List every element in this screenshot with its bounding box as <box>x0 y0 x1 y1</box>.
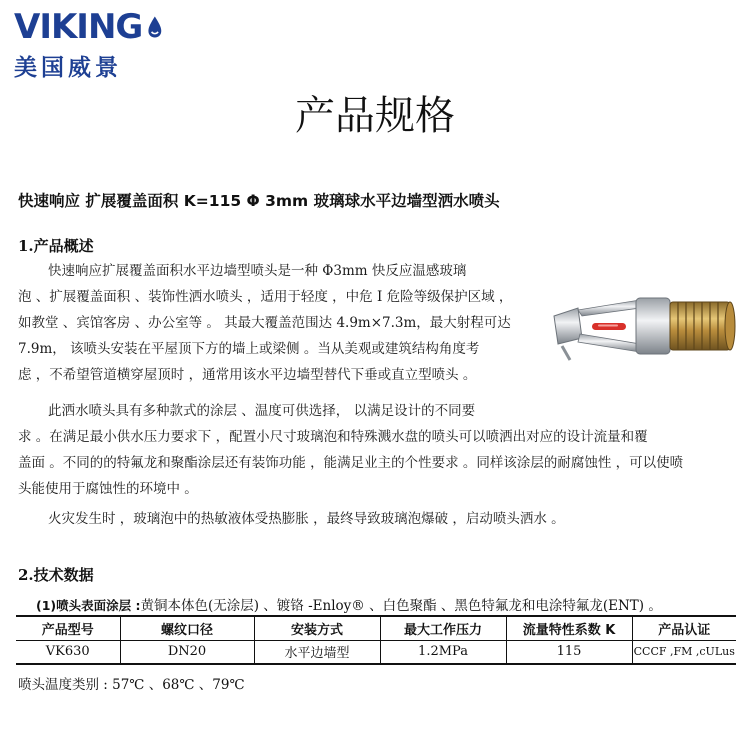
coating-text: 黄铜本体色(无涂层) 、镀铬 -Enloy® 、白色聚酯 、黑色特氟龙和电涂特氟龙(ENT) 。 <box>140 598 662 614</box>
cell-model: VK630 <box>45 644 90 660</box>
col-header-max-pressure: 最大工作压力 <box>380 616 506 640</box>
cell-max-pressure: 1.2MPa <box>380 640 506 664</box>
spec-table <box>16 615 736 665</box>
text-line: 快速响应扩展覆盖面积水平边墙型喷头是一种 Φ3mm 快反应温感玻璃 <box>48 263 467 279</box>
text-line: 虑 ，不希望管道横穿屋顶时 ，通常用该水平边墙型替代下垂或直立型喷头 。 <box>18 367 477 383</box>
col-header-thread: 螺纹口径 <box>120 616 254 640</box>
table-header-row <box>16 616 736 640</box>
water-drop-icon <box>146 12 164 42</box>
col-header-installation: 安装方式 <box>254 616 380 640</box>
cell-certification: CCCF ,FM ,cULus <box>632 640 736 664</box>
coating-description <box>36 594 662 614</box>
cell-thread: DN20 <box>120 640 254 664</box>
text-line: 泡 、扩展覆盖面积 、装饰性洒水喷头 ，适用于轻度 ，中危 I 危险等级保护区域 ， <box>18 289 513 305</box>
section-technical-data-heading: 2.技术数据 <box>18 566 94 584</box>
table-row <box>16 640 736 664</box>
text-line: 如教堂 、宾馆客房 、办公室等 。 其最大覆盖范围达 4.9m×7.3m，最大射程可达 <box>18 315 511 331</box>
overview-paragraph-2 <box>18 398 684 502</box>
sprinkler-head-image <box>548 286 740 366</box>
text-line: 此洒水喷头具有多种款式的涂层 、温度可供选择， 以满足设计的不同要 <box>48 403 476 419</box>
col-header-certification: 产品认证 <box>632 616 736 640</box>
logo-wordmark <box>14 7 164 47</box>
section-overview-heading: 1.产品概述 <box>18 237 94 255</box>
temperature-ratings: 喷头温度类别 : 57℃ 、68℃ 、79℃ <box>18 677 245 693</box>
overview-paragraph-3 <box>48 506 565 532</box>
text-line: 7.9m， 该喷头安装在平屋顶下方的墙上或梁侧 。当从美观或建筑结构角度考 <box>18 341 480 357</box>
logo-brand-text: VIKING <box>14 7 143 47</box>
col-header-model: 产品型号 <box>16 616 120 640</box>
coating-label: (1)喷头表面涂层 : <box>36 598 141 613</box>
cell-installation: 水平边墙型 <box>254 640 380 664</box>
page-title: 产品规格 <box>295 93 455 139</box>
brand-logo <box>14 7 164 81</box>
overview-paragraph-1 <box>18 258 513 388</box>
text-line: 头能使用于腐蚀性的环境中 。 <box>18 481 198 497</box>
logo-chinese-name: 美国威景 <box>14 54 122 81</box>
text-line: 求 。在满足最小供水压力要求下 ，配置小尺寸玻璃泡和特殊溅水盘的喷头可以喷洒出对应的设计流量和覆 <box>18 429 648 445</box>
text-line: 火灾发生时 ，玻璃泡中的热敏液体受热膨胀 ，最终导致玻璃泡爆破 ，启动喷头洒水 。 <box>48 511 565 527</box>
cell-k-factor: 115 <box>506 640 632 664</box>
col-header-k-factor: 流量特性系数 K <box>506 616 632 640</box>
text-line: 盖面 。不同的的特氟龙和聚酯涂层还有装饰功能 ，能满足业主的个性要求 。同样该涂层的耐腐蚀性 ，可以使喷 <box>18 455 684 471</box>
product-title: 快速响应 扩展覆盖面积 K=115 Φ 3mm 玻璃球水平边墙型洒水喷头 <box>18 192 500 210</box>
